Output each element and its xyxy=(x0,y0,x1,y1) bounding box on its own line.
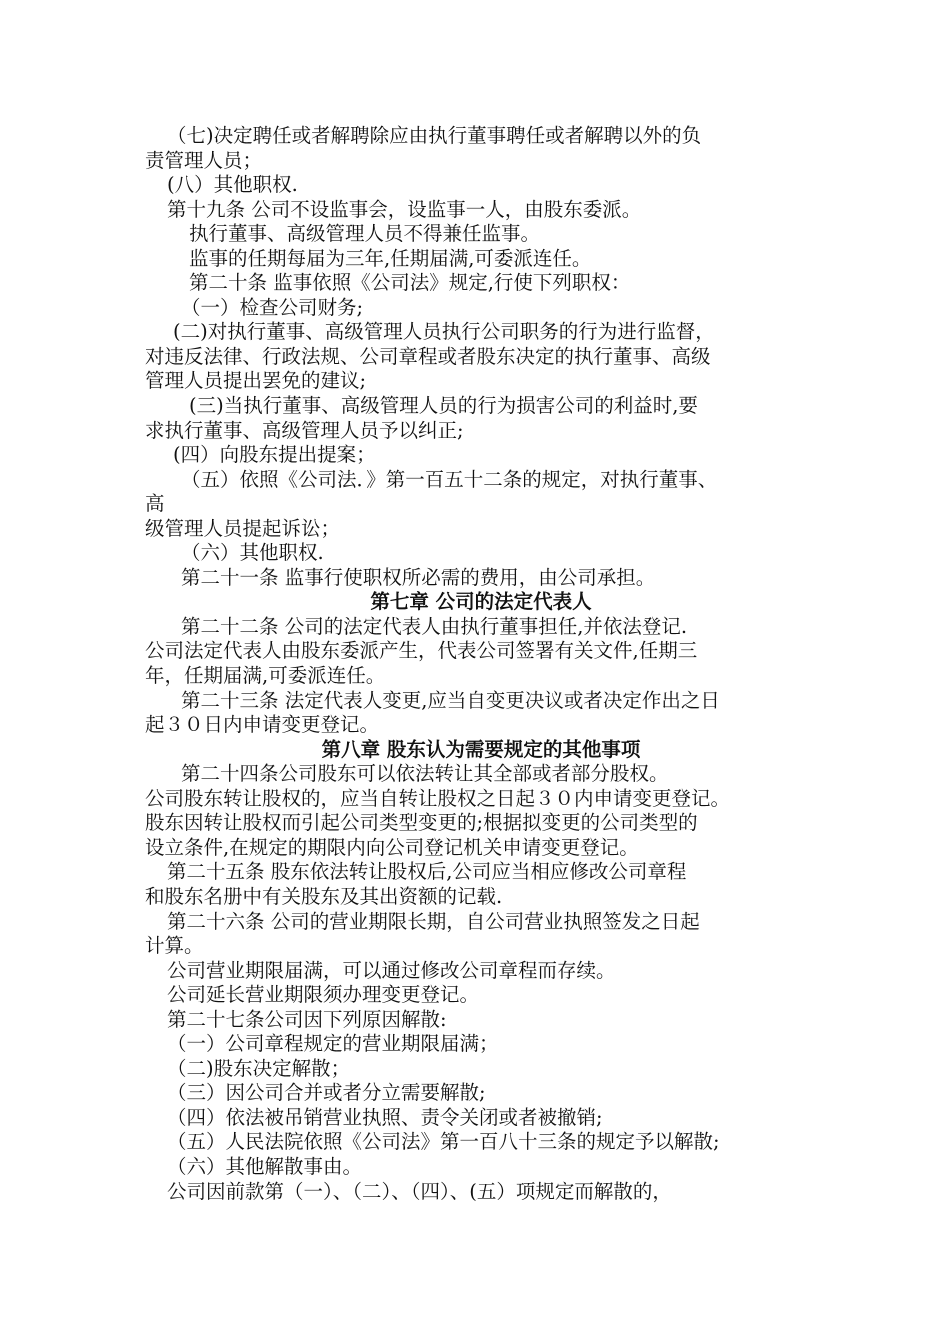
chapter-8-heading: 第八章 股东认为需要规定的其他事项 xyxy=(321,737,641,761)
text-line: 管理人员提出罢免的建议; xyxy=(145,369,367,393)
list-item: （五）人民法院依照《公司法》第一百八十三条的规定予以解散; xyxy=(167,1130,720,1154)
list-item: （六）其他解散事由。 xyxy=(167,1154,363,1178)
text-line: 公司营业期限届满，可以通过修改公司章程而存续。 xyxy=(167,958,616,982)
list-item: （三）因公司合并或者分立需要解散; xyxy=(167,1081,486,1105)
text-line: 公司延长营业期限须办理变更登记。 xyxy=(167,983,480,1007)
text-line: 公司股东转让股权的，应当自转让股权之日起３０内申请变更登记。 xyxy=(145,786,731,810)
article-24-line: 第二十四条公司股东可以依法转让其全部或者部分股权。 xyxy=(181,762,669,786)
text-line: （六）其他职权. xyxy=(181,541,324,565)
text-line: 级管理人员提起诉讼； xyxy=(145,516,341,540)
text-line: 责管理人员； xyxy=(145,148,263,172)
text-line: （五）依照《公司法．》第一百五十二条的规定，对执行董事、 xyxy=(181,467,718,491)
article-26-line: 第二十六条 公司的营业期限长期，自公司营业执照签发之日起 xyxy=(167,909,700,933)
list-item: （二)股东决定解散； xyxy=(167,1056,351,1080)
document-body xyxy=(145,124,825,1204)
text-line: (三)当执行董事、高级管理人员的行为损害公司的利益时,要 xyxy=(189,394,698,418)
text-line: 设立条件,在规定的期限内向公司登记机关申请变更登记。 xyxy=(145,835,639,859)
text-line: 计算。 xyxy=(145,934,204,958)
article-25-line: 第二十五条 股东依法转让股权后,公司应当相应修改公司章程 xyxy=(167,860,687,884)
text-line: (四）向股东提出提案； xyxy=(173,443,376,467)
text-line: 年，任期届满,可委派连任。 xyxy=(145,664,386,688)
text-line: 高 xyxy=(145,492,165,516)
chapter-7-heading: 第七章 公司的法定代表人 xyxy=(370,590,592,614)
text-line: 公司法定代表人由股东委派产生，代表公司签署有关文件,任期三 xyxy=(145,639,698,663)
text-line: 公司因前款第（一）、（二）、（四）、(五）项规定而解散的， xyxy=(167,1179,672,1203)
text-line: 和股东名册中有关股东及其出资额的记载. xyxy=(145,884,503,908)
text-line: 执行董事、高级管理人员不得兼任监事。 xyxy=(189,222,541,246)
article-20-line: 第二十条 监事依照《公司法》规定,行使下列职权： xyxy=(189,271,631,295)
text-line: 对违反法律、行政法规、公司章程或者股东决定的执行董事、高级 xyxy=(145,344,711,368)
text-line: （七)决定聘任或者解聘除应由执行董事聘任或者解聘以外的负 xyxy=(167,124,702,147)
text-line: 起３０日内申请变更登记。 xyxy=(145,713,380,737)
text-line: 监事的任期每届为三年,任期届满,可委派连任。 xyxy=(189,246,592,270)
text-line: 求执行董事、高级管理人员予以纠正; xyxy=(145,418,464,442)
article-22-line: 第二十二条 公司的法定代表人由执行董事担任,并依法登记. xyxy=(181,614,688,638)
list-item: （四）依法被吊销营业执照、责令关闭或者被撤销; xyxy=(167,1105,603,1129)
text-line: (二)对执行董事、高级管理人员执行公司职务的行为进行监督， xyxy=(173,320,715,344)
article-23-line: 第二十三条 法定代表人变更,应当自变更决议或者决定作出之日 xyxy=(181,688,720,712)
text-line: 股东因转让股权而引起公司类型变更的;根据拟变更的公司类型的 xyxy=(145,811,698,835)
article-21-line: 第二十一条 监事行使职权所必需的费用，由公司承担。 xyxy=(181,565,656,589)
article-27-line: 第二十七条公司因下列原因解散: xyxy=(167,1007,447,1031)
list-item: （一）公司章程规定的营业期限届满； xyxy=(167,1032,499,1056)
text-line: (八）其他职权. xyxy=(167,173,298,197)
article-19-line: 第十九条 公司不设监事会，设监事一人，由股东委派。 xyxy=(167,197,642,221)
text-line: （一）检查公司财务; xyxy=(181,295,364,319)
